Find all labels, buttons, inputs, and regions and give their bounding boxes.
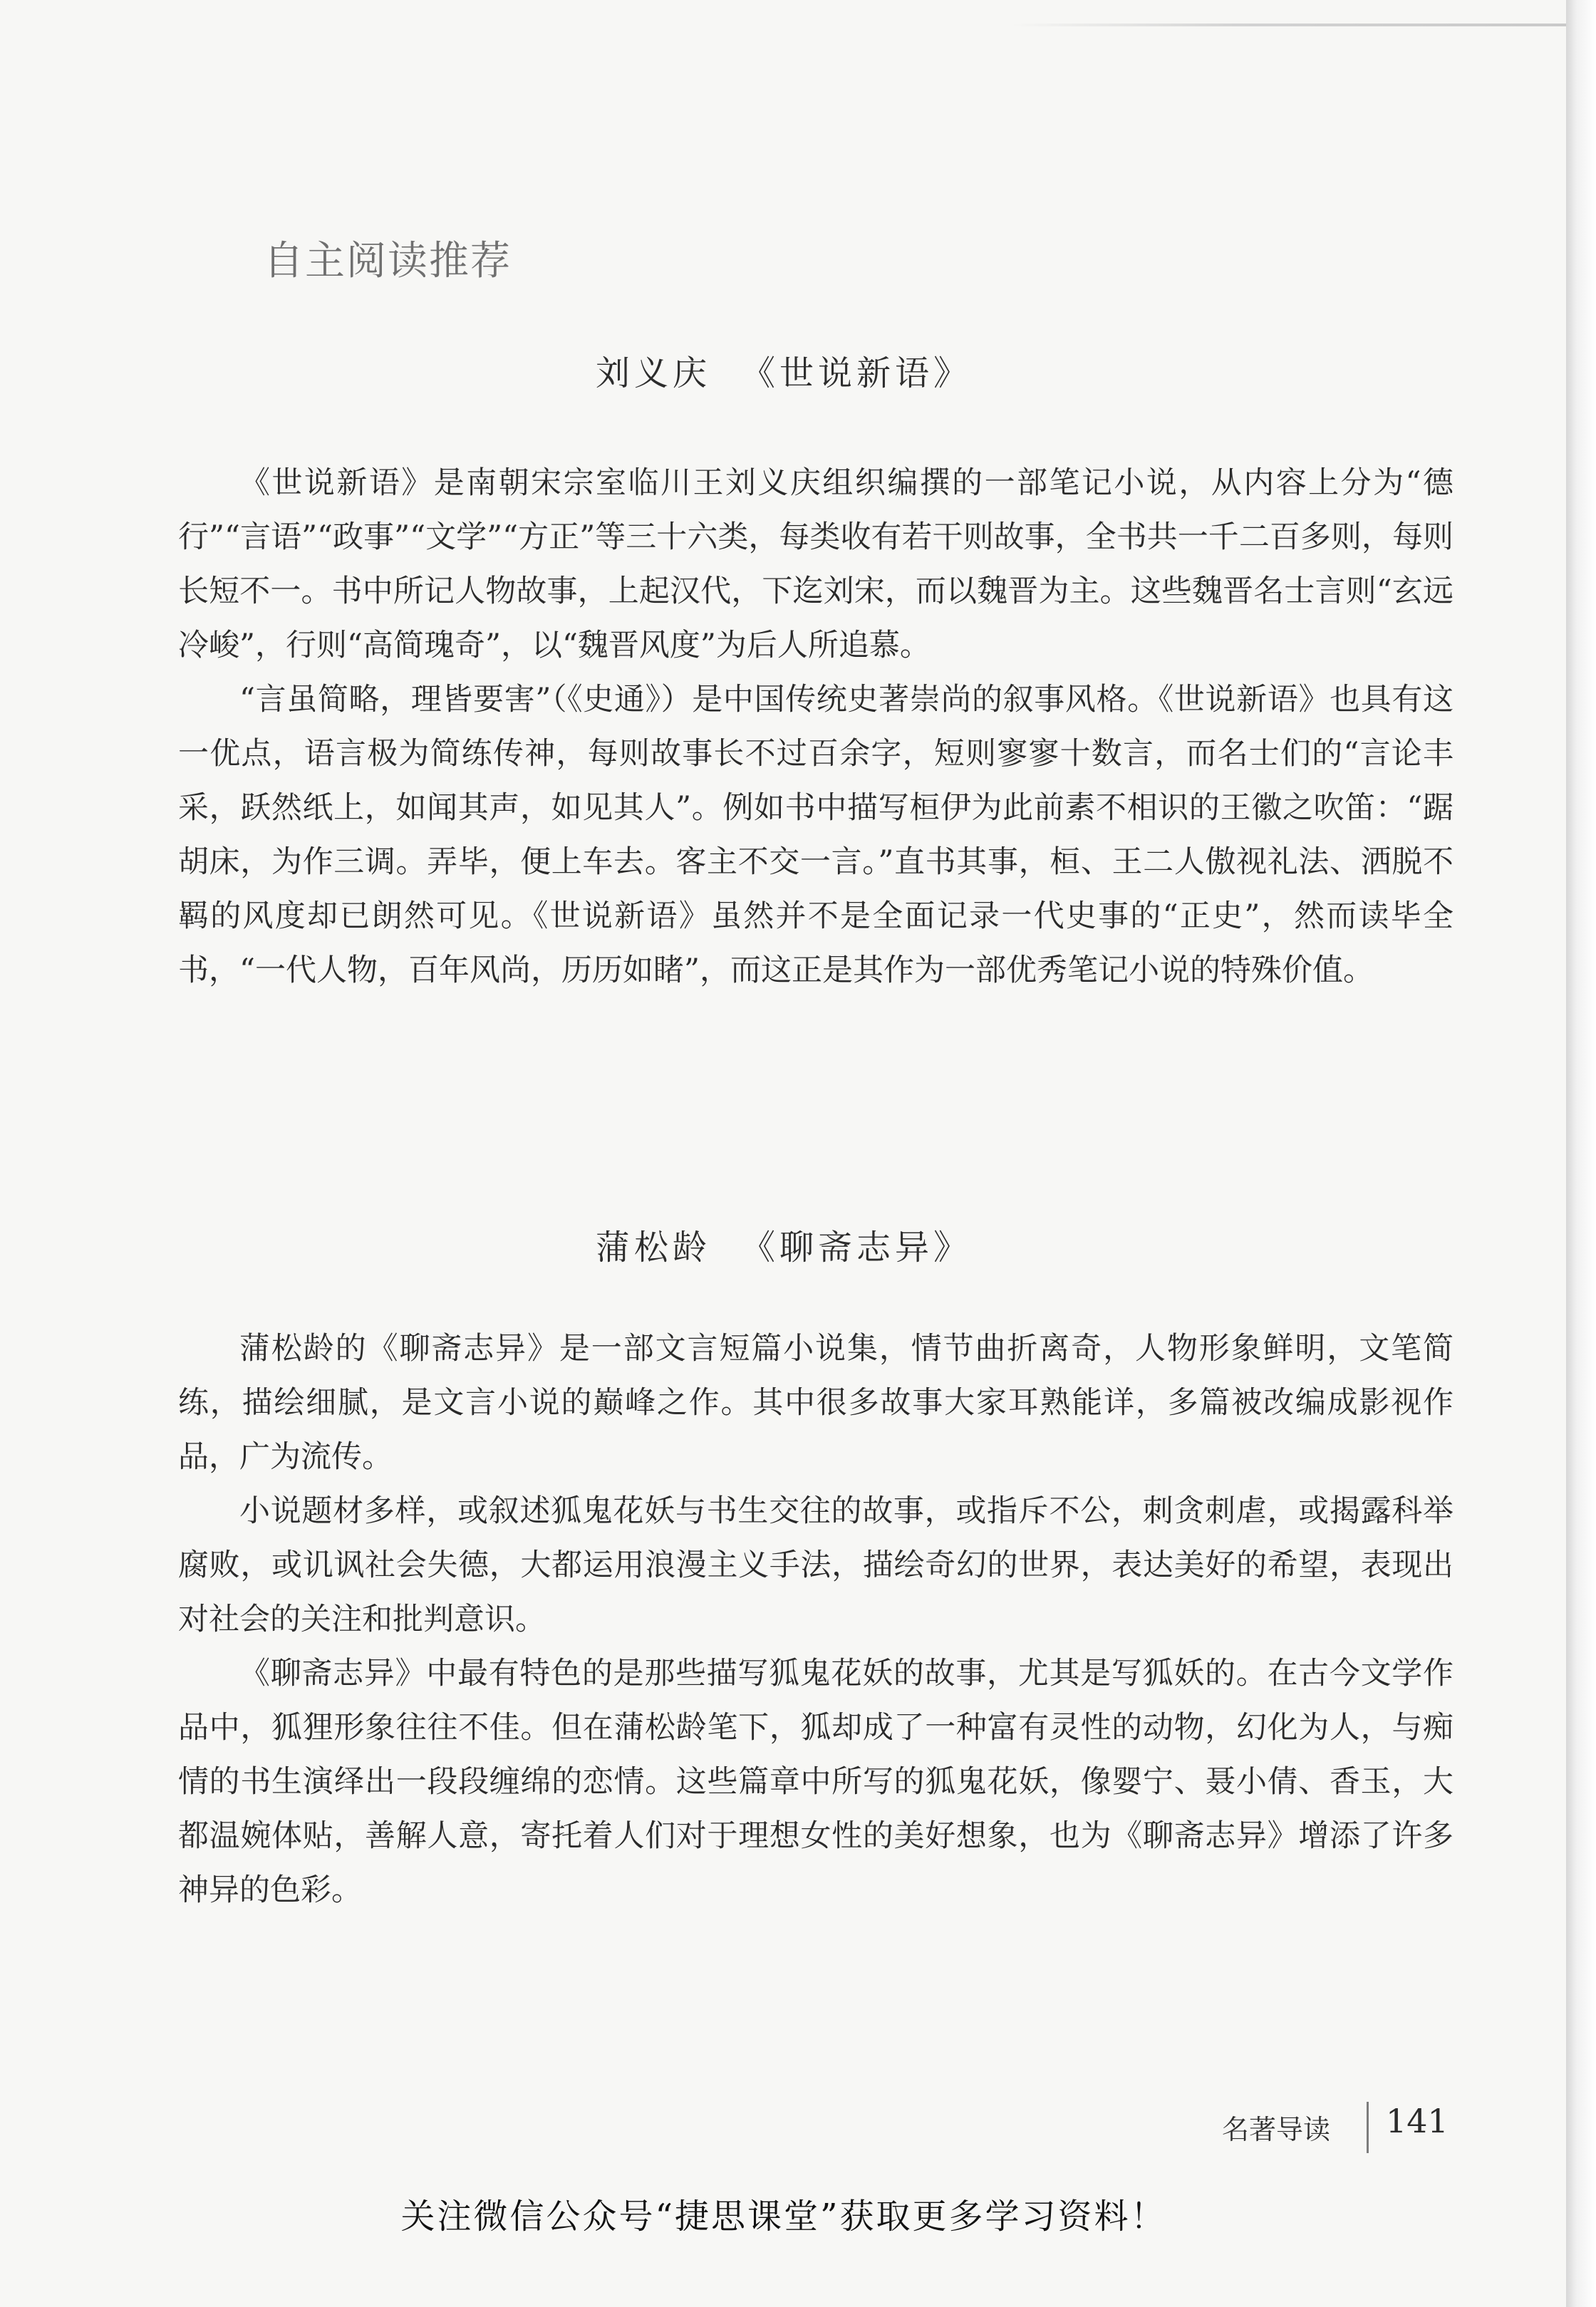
footer-book-title: 名著导读 bbox=[1222, 2114, 1331, 2145]
footer-divider bbox=[1367, 2102, 1369, 2153]
book-description-liaozhai bbox=[178, 1322, 1454, 1917]
book-heading-shishuo bbox=[0, 346, 1568, 395]
scan-edge-shadow bbox=[1566, 0, 1596, 2307]
paragraph: 《世说新语》是南朝宋宗室临川王刘义庆组织编撰的一部笔记小说，从内容上分为“德行”“言语”“政事”“文学”“方正”等三十六类，每类收有若干则故事，全书共一千二百多则，每则长短不一。书中所记人物故事，上起汉代，下迄刘宋，而以魏晋为主。这些魏晋名士言则“玄远冷峻”，行则“高简瑰奇”，以“魏晋风度”为后人所追慕。 bbox=[178, 465, 1454, 663]
book-author: 蒲松龄 bbox=[595, 1228, 711, 1267]
book-description-shishuo bbox=[178, 456, 1454, 997]
page-number: 141 bbox=[1386, 2102, 1449, 2140]
book-title: 《世说新语》 bbox=[741, 353, 973, 393]
paragraph: 蒲松龄的《聊斋志异》是一部文言短篇小说集，情节曲折离奇，人物形象鲜明，文笔简练，描绘细腻，是文言小说的巅峰之作。其中很多故事大家耳熟能详，多篇被改编成影视作品，广为流传。 bbox=[178, 1331, 1454, 1475]
paragraph: 《聊斋志异》中最有特色的是那些描写狐鬼花妖的故事，尤其是写狐妖的。在古今文学作品中，狐狸形象往往不佳。但在蒲松龄笔下，狐却成了一种富有灵性的动物，幻化为人，与痴情的书生演绎出一段段缠绵的恋情。这些篇章中所写的狐鬼花妖，像婴宁、聂小倩、香玉，大都温婉体贴，善解人意，寄托着人们对于理想女性的美好想象，也为《聊斋志异》增添了许多神异的色彩。 bbox=[178, 1656, 1454, 1908]
book-author: 刘义庆 bbox=[595, 353, 711, 393]
section-title: 自主阅读推荐 bbox=[264, 238, 512, 284]
top-rule bbox=[1012, 24, 1568, 26]
promo-banner: 关注微信公众号“捷思课堂”获取更多学习资料！ bbox=[400, 2197, 1167, 2236]
book-title: 《聊斋志异》 bbox=[741, 1228, 973, 1267]
book-heading-liaozhai bbox=[0, 1220, 1568, 1269]
paragraph: “言虽简略，理皆要害”（《史通》）是中国传统史著崇尚的叙事风格。《世说新语》也具有这一优点，语言极为简练传神，每则故事长不过百余字，短则寥寥十数言，而名士们的“言论丰采，跃然纸上，如闻其声，如见其人”。例如书中描写桓伊为此前素不相识的王徽之吹笛：“踞胡床，为作三调。弄毕，便上车去。客主不交一言。”直书其事，桓、王二人傲视礼法、洒脱不羁的风度却已朗然可见。《世说新语》虽然并不是全面记录一代史事的“正史”，然而读毕全书，“一代人物，百年风尚，历历如睹”，而这正是其作为一部优秀笔记小说的特殊价值。 bbox=[178, 682, 1454, 988]
paragraph: 小说题材多样，或叙述狐鬼花妖与书生交往的故事，或指斥不公，刺贪刺虐，或揭露科举腐败，或讥讽社会失德，大都运用浪漫主义手法，描绘奇幻的世界，表达美好的希望，表现出对社会的关注和批判意识。 bbox=[178, 1493, 1454, 1637]
